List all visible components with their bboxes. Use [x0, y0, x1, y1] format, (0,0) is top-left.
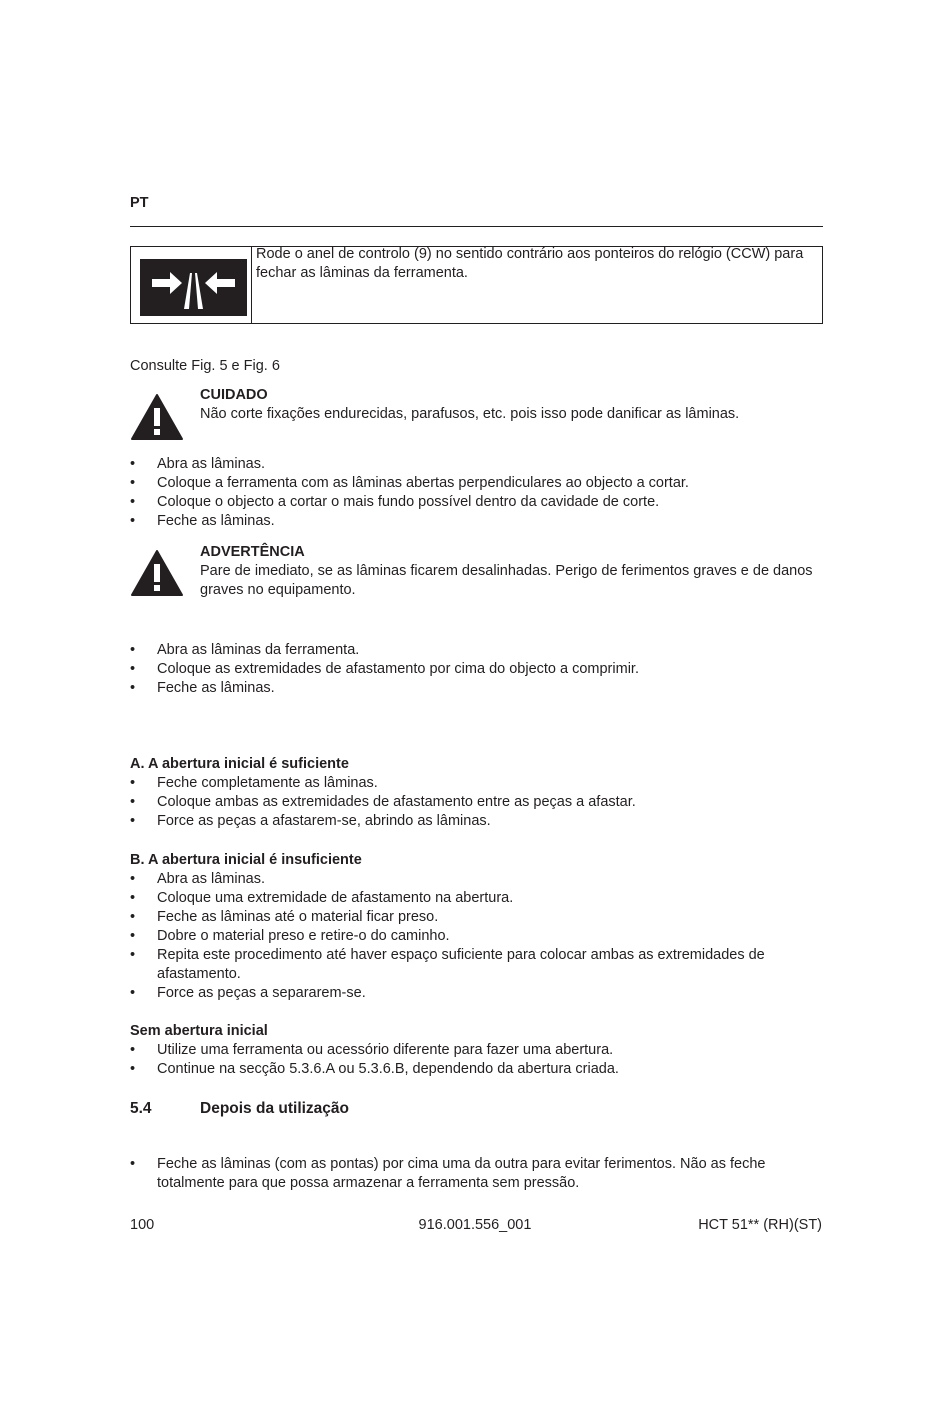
instruction-text: Rode o anel de controlo (9) no sentido contrário aos ponteiros do relógio (CCW) para fechar as lâminas da ferramenta. [256, 246, 804, 281]
list-item: • Feche completamente as lâminas. [130, 774, 810, 793]
no-opening-title: Sem abertura inicial [130, 1023, 268, 1039]
figure-reference: Consulte Fig. 5 e Fig. 6 [130, 358, 280, 374]
warning-triangle-icon [130, 549, 184, 597]
list-item: • Abra as lâminas. [130, 870, 810, 889]
list-item: • Force as peças a separarem-se. [130, 984, 810, 1003]
page-number: 100 [130, 1217, 155, 1233]
list-item: • Feche as lâminas (com as pontas) por cima uma da outra para evitar ferimentos. Não as feche totalmente para que possa armazenar a ferramenta sem pressão. [130, 1155, 810, 1193]
list-item: • Coloque ambas as extremidades de afastamento entre as peças a afastar. [130, 793, 810, 812]
document-number: 916.001.556_001 [418, 1217, 532, 1233]
squeeze-steps-list [130, 641, 810, 698]
caution-text: Não corte fixações endurecidas, parafusos, etc. pois isso pode danificar as lâminas. [200, 406, 740, 422]
list-item: • Dobre o material preso e retire-o do caminho. [130, 927, 810, 946]
section-number: 5.4 [130, 1100, 152, 1117]
no-opening-list [130, 1041, 810, 1079]
spread-b-list [130, 870, 810, 1003]
list-item: • Coloque o objecto a cortar o mais fundo possível dentro da cavidade de corte. [130, 493, 810, 512]
list-item: • Coloque uma extremidade de afastamento na abertura. [130, 889, 810, 908]
warning-triangle-icon [130, 393, 184, 441]
spread-a-list [130, 774, 810, 831]
list-item: • Abra as lâminas. [130, 455, 810, 474]
list-item: • Abra as lâminas da ferramenta. [130, 641, 810, 660]
language-code: PT [130, 195, 149, 211]
instruction-table [130, 246, 823, 324]
list-item: • Feche as lâminas. [130, 679, 810, 698]
section-title: Depois da utilização [200, 1100, 350, 1117]
arrows-closing-blades-icon [140, 259, 247, 316]
header-divider [130, 226, 823, 227]
spread-a-title: A. A abertura inicial é suficiente [130, 756, 349, 772]
warning-title: ADVERTÊNCIA [200, 544, 305, 560]
list-item: • Coloque a ferramenta com as lâminas abertas perpendiculares ao objecto a cortar. [130, 474, 810, 493]
cut-steps-list [130, 455, 810, 531]
spread-b-title: B. A abertura inicial é insuficiente [130, 852, 362, 868]
list-item: • Feche as lâminas até o material ficar preso. [130, 908, 810, 927]
caution-title: CUIDADO [200, 387, 268, 403]
instruction-icon-cell [131, 247, 252, 323]
list-item: • Feche as lâminas. [130, 512, 810, 531]
list-item: • Repita este procedimento até haver espaço suficiente para colocar ambas as extremidades de afastamento. [130, 946, 810, 984]
warning-text: Pare de imediato, se as lâminas ficarem desalinhadas. Perigo de ferimentos graves e de danos graves no equipamento. [200, 563, 813, 598]
product-model: HCT 51** (RH)(ST) [698, 1217, 822, 1233]
after-use-list [130, 1155, 810, 1193]
list-item: • Continue na secção 5.3.6.A ou 5.3.6.B, dependendo da abertura criada. [130, 1060, 810, 1079]
list-item: • Force as peças a afastarem-se, abrindo as lâminas. [130, 812, 810, 831]
list-item: • Coloque as extremidades de afastamento por cima do objecto a comprimir. [130, 660, 810, 679]
list-item: • Utilize uma ferramenta ou acessório diferente para fazer uma abertura. [130, 1041, 810, 1060]
